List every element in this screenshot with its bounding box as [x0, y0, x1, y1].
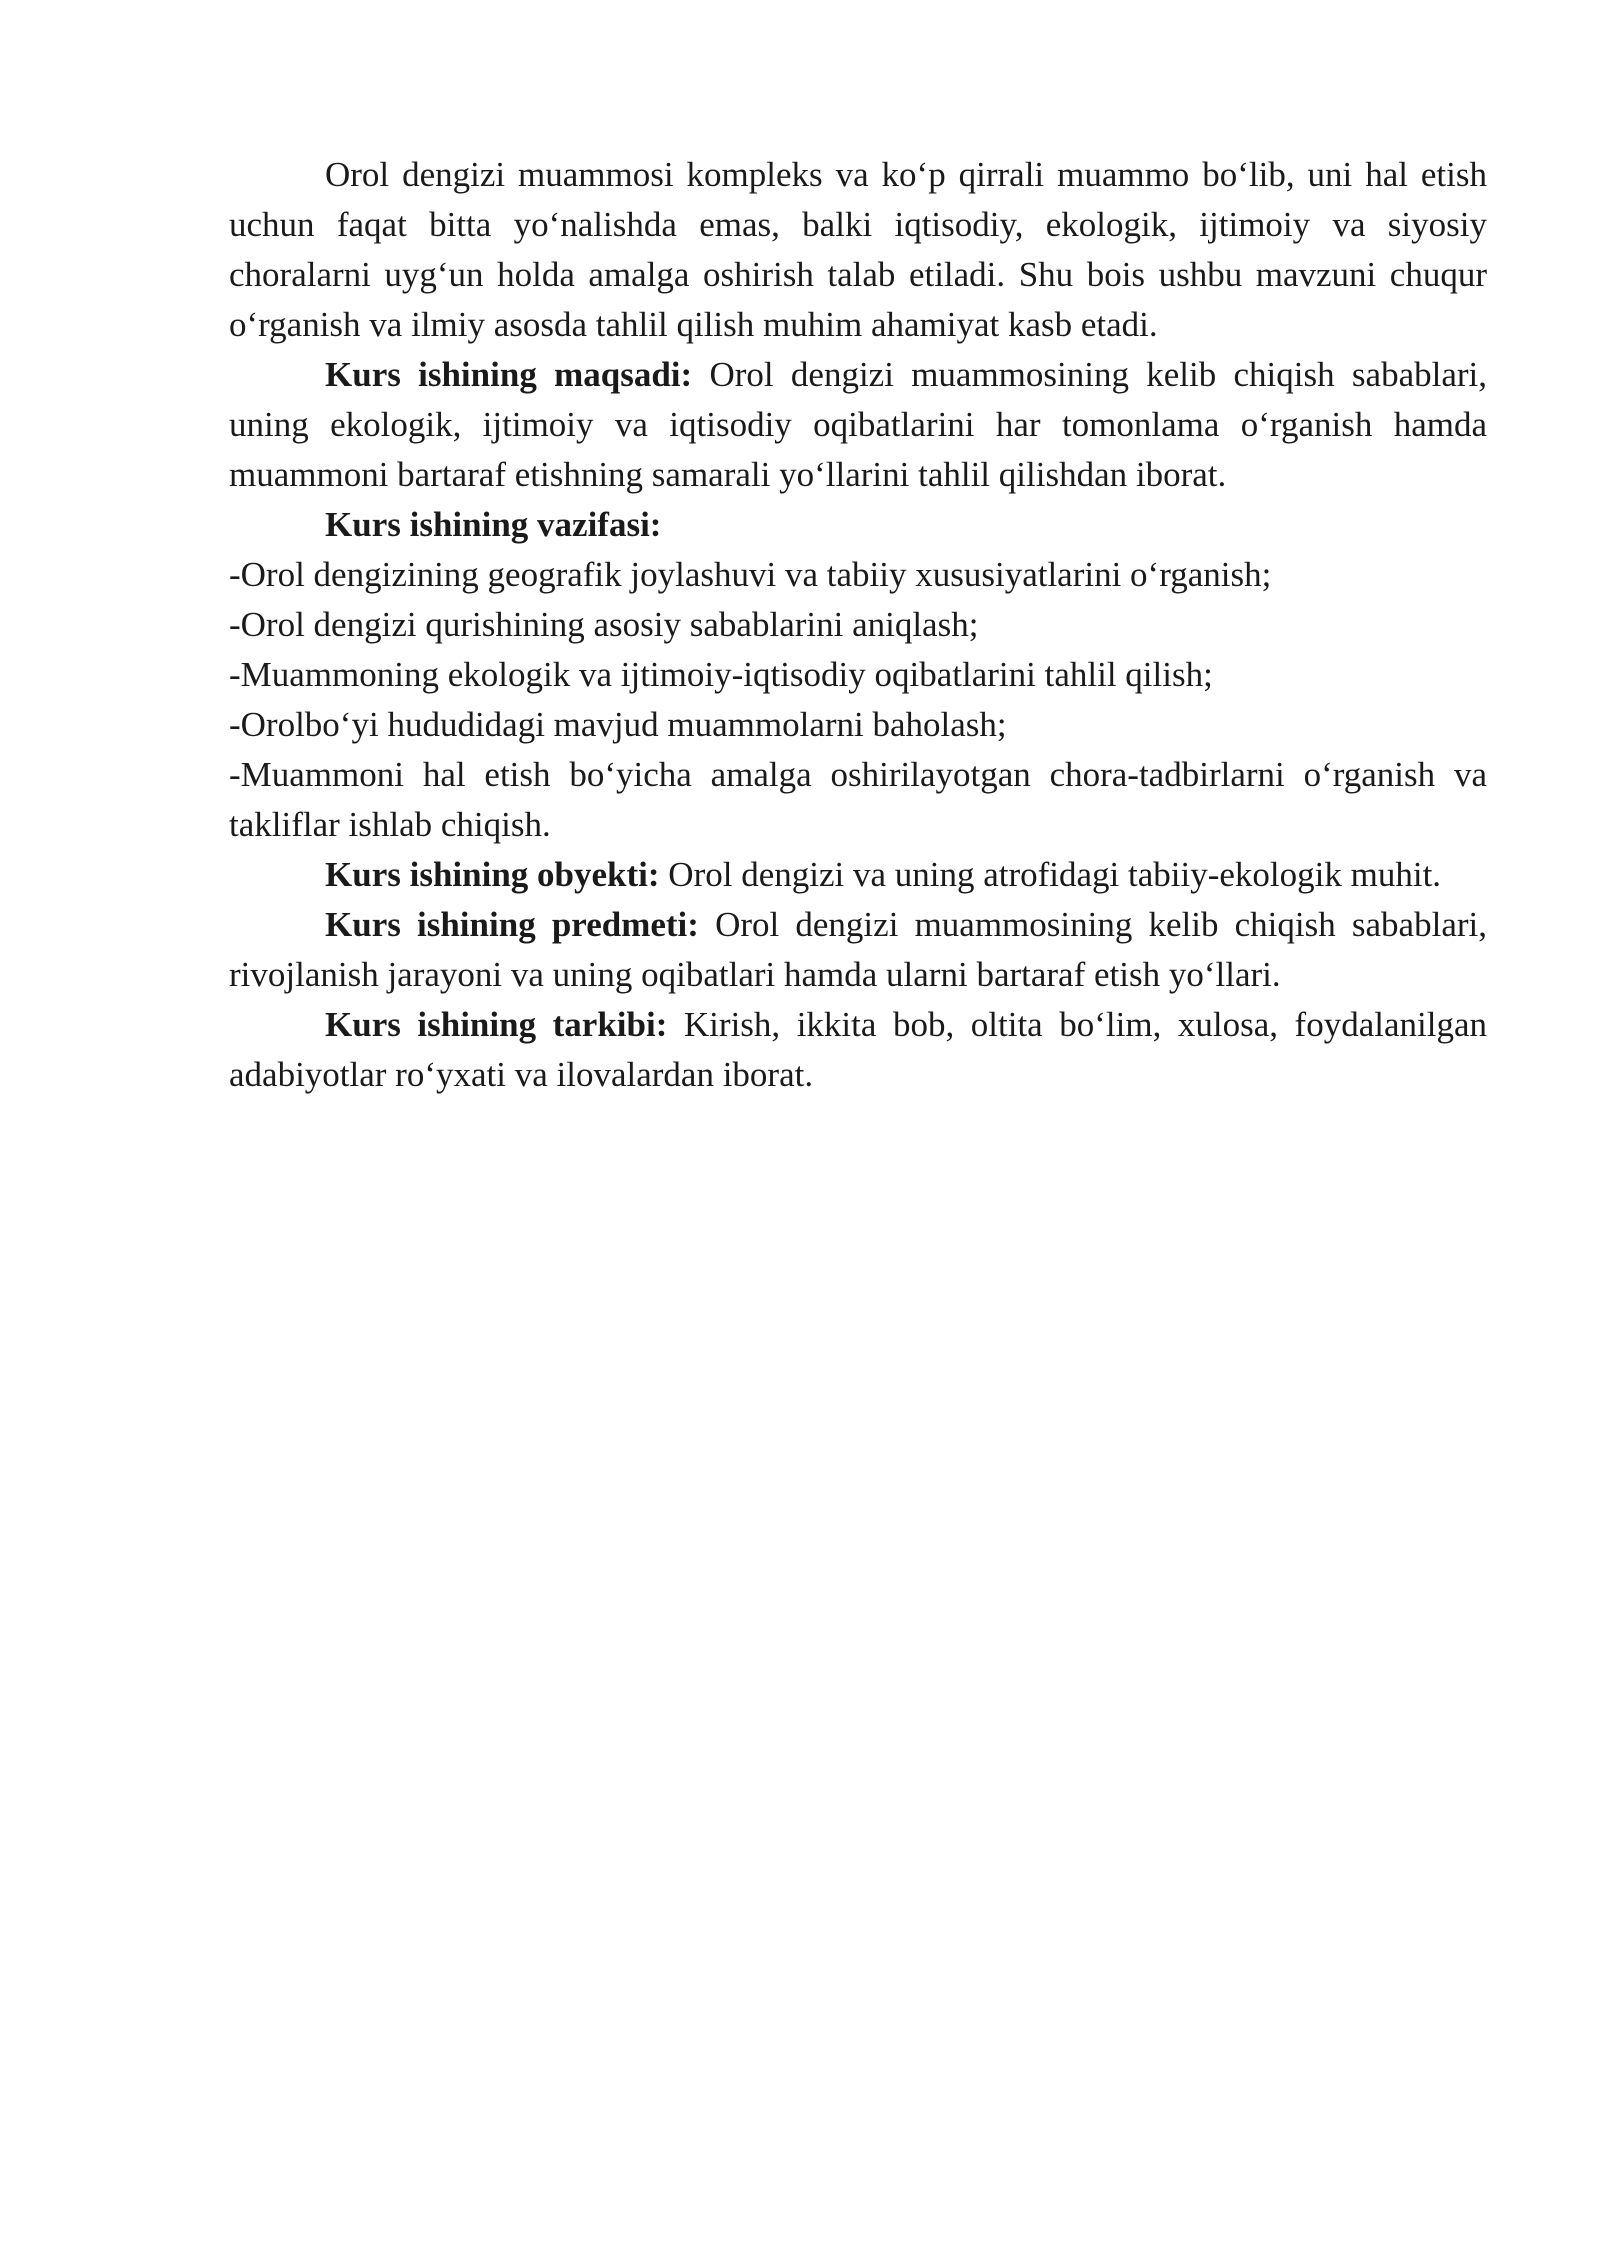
object-label: Kurs ishining obyekti:	[325, 855, 660, 894]
object-paragraph	[229, 850, 1487, 900]
tasks-label: Kurs ishining vazifasi:	[325, 505, 662, 544]
subject-label: Kurs ishining predmeti:	[325, 905, 699, 944]
document-body	[229, 150, 1487, 1100]
goal-paragraph	[229, 350, 1487, 500]
list-item: -Orol dengizi qurishining asosiy sabablarini aniqlash;	[229, 605, 979, 644]
structure-label: Kurs ishining tarkibi:	[325, 1005, 668, 1044]
goal-label: Kurs ishining maqsadi:	[325, 355, 693, 394]
list-item: -Muammoni hal etish bo‘yicha amalga oshirilayotgan chora-tadbirlarni o‘rganish va takliflar ishlab chiqish.	[229, 755, 1487, 844]
subject-paragraph	[229, 900, 1487, 1000]
list-item: -Muammoning ekologik va ijtimoiy-iqtisodiy oqibatlarini tahlil qilish;	[229, 655, 1213, 694]
tasks-heading	[229, 500, 1487, 550]
structure-text: Kirish, ikkita bob, oltita bo‘lim, xulosa, foydalanilgan adabiyotlar ro‘yxati va ilovalardan iborat.	[229, 1005, 1487, 1094]
goal-text: Orol dengizi muammosining kelib chiqish sabablari, uning ekologik, ijtimoiy va iqtisodiy oqibatlarini har tomonlama o‘rganish hamda muammoni bartaraf etishning samarali yo‘llarini tahlil qilishdan iborat.	[229, 355, 1487, 494]
subject-text: Orol dengizi muammosining kelib chiqish sabablari, rivojlanish jarayoni va uning oqibatlari hamda ularni bartaraf etish yo‘llari.	[229, 905, 1487, 994]
intro-paragraph: Orol dengizi muammosi kompleks va ko‘p qirrali muammo bo‘lib, uni hal etish uchun faqat bitta yo‘nalishda emas, balki iqtisodiy, ekologik, ijtimoiy va siyosiy choralarni uyg‘un holda amalga oshirish talab etiladi. Shu bois ushbu mavzuni chuqur o‘rganish va ilmiy asosda tahlil qilish muhim ahamiyat kasb etadi.	[229, 155, 1487, 344]
list-item: -Orolbo‘yi hududidagi mavjud muammolarni baholash;	[229, 705, 1007, 744]
structure-paragraph	[229, 1000, 1487, 1100]
list-item: -Orol dengizining geografik joylashuvi va tabiiy xususiyatlarini o‘rganish;	[229, 555, 1272, 594]
object-text: Orol dengizi va uning atrofidagi tabiiy-ekologik muhit.	[659, 855, 1442, 894]
